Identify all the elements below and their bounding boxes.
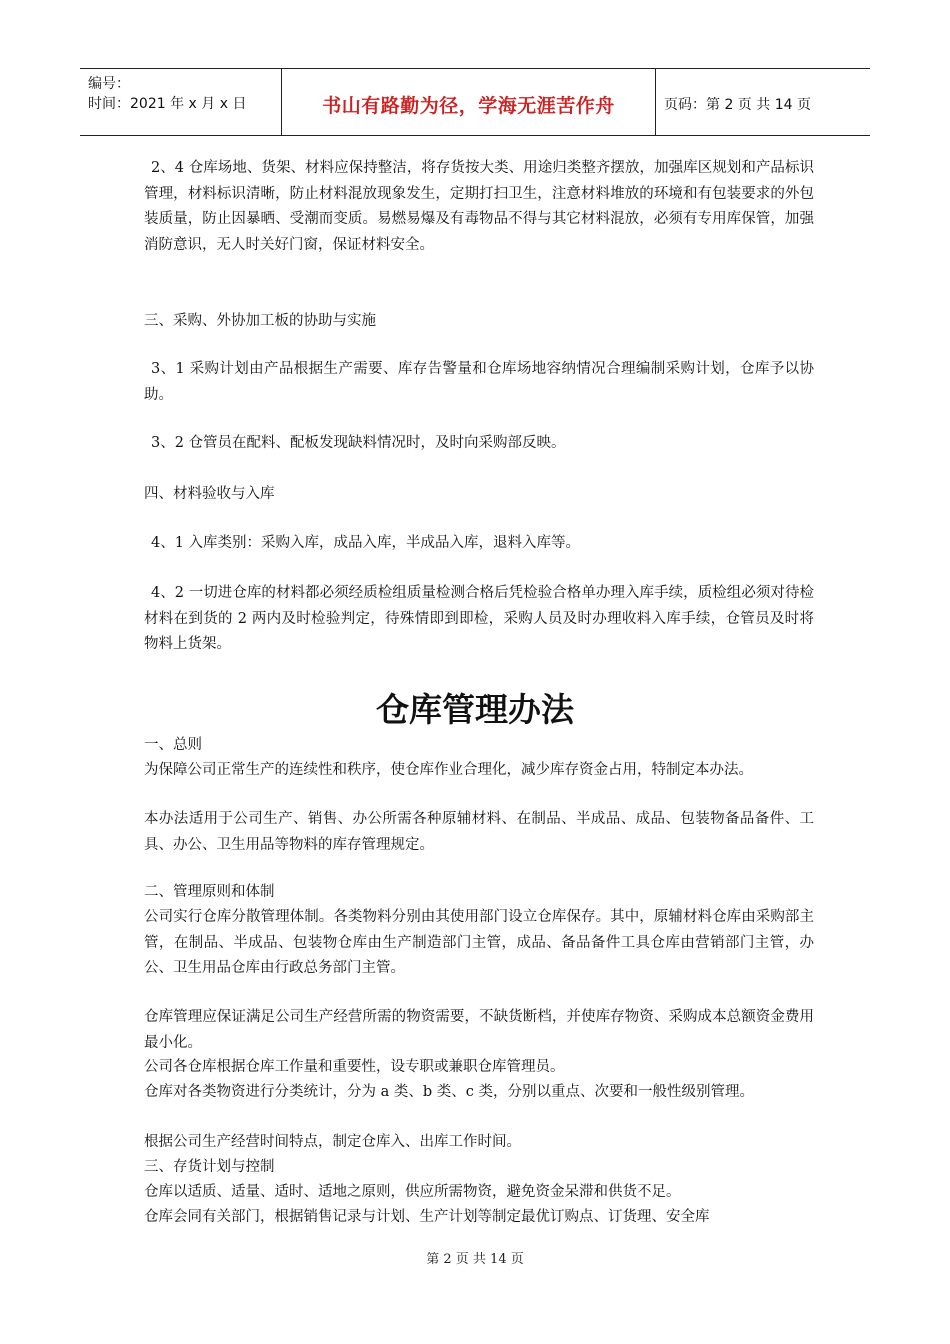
section-heading-4: 四、材料验收与入库 — [144, 486, 275, 502]
paragraph-principles-4: 仓库对各类物资进行分类统计，分为 a 类、b 类、c 类，分别以重点、次要和一般性级别管理。 — [144, 1084, 754, 1100]
paragraph-3-1: 3、1 采购计划由产品根据生产需要、库存告警量和仓库场地容纳情况合理编制采购计划，仓库予以协助。 — [144, 361, 814, 403]
paragraph-inventory-2: 仓库会同有关部门，根据销售记录与计划、生产计划等制定最优订购点、订货理、安全库 — [144, 1209, 710, 1225]
paragraph-2-4: 2、4 仓库场地、货架、材料应保持整洁，将存货按大类、用途归类整齐摆放，加强库区规划和产品标识管理，材料标识清晰，防止材料混放现象发生，定期打扫卫生，注意材料堆放的环境和有包装要求的外包装质量，防止因暴晒、受潮而变质。易燃易爆及有毒物品不得与其它材料混放，必须有专用库保管，加强消防意识，无人时关好门窗，保证材料安全。 — [144, 160, 814, 253]
paragraph-4-2: 4、2 一切进仓库的材料都必须经质检组质量检测合格后凭检验合格单办理入库手续，质检组必须对待检材料在到货的 2 两内及时检验判定，待殊情即到即检，采购人员及时办理收料入库手续，仓管员及时将物料上货架。 — [144, 585, 814, 652]
paragraph-principles-3: 公司各仓库根据仓库工作量和重要性，设专职或兼职仓库管理员。 — [144, 1059, 565, 1075]
header-left-cell — [80, 69, 282, 135]
header-table — [80, 68, 870, 136]
header-page-cell — [656, 69, 870, 135]
section-heading-3: 三、采购、外协加工板的协助与实施 — [144, 313, 376, 329]
paragraph-principles-5: 根据公司生产经营时间特点，制定仓库入、出库工作时间。 — [144, 1134, 521, 1150]
document-number-label: 编号： — [88, 76, 130, 92]
paragraph-inventory-1: 仓库以适质、适量、适时、适地之原则，供应所需物资，避免资金呆滞和供货不足。 — [144, 1184, 681, 1200]
header-motto: 书山有路勤为径，学海无涯苦作舟 — [322, 95, 615, 117]
paragraph-general-2: 本办法适用于公司生产、销售、办公所需各种原辅材料、在制品、半成品、成品、包装物备品备件、工具、办公、卫生用品等物料的库存管理规定。 — [144, 811, 814, 853]
paragraph-4-1: 4、1 入库类别：采购入库，成品入库，半成品入库，退料入库等。 — [151, 535, 581, 551]
header-motto-cell — [282, 69, 656, 135]
section-heading-general: 一、总则 — [144, 737, 202, 753]
section-heading-inventory: 三、存货计划与控制 — [144, 1159, 275, 1175]
page-footer: 第 2 页 共 14 页 — [426, 1252, 524, 1267]
paragraph-general-1: 为保障公司正常生产的连续性和秩序，使仓库作业合理化，减少库存资金占用，特制定本办法。 — [144, 762, 753, 778]
section-heading-principles: 二、管理原则和体制 — [144, 884, 275, 900]
header-page-info: 页码：第 2 页 共 14 页 — [664, 97, 811, 113]
paragraph-principles-2: 仓库管理应保证满足公司生产经营所需的物资需要，不缺货断档，并使库存物资、采购成本总额资金费用最小化。 — [144, 1009, 814, 1051]
document-title: 仓库管理办法 — [376, 690, 574, 729]
paragraph-3-2: 3、2 仓管员在配料、配板发现缺料情况时，及时向采购部反映。 — [151, 435, 566, 451]
paragraph-principles-1: 公司实行仓库分散管理体制。各类物料分别由其使用部门设立仓库保存。其中，原辅材料仓库由采购部主管，在制品、半成品、包装物仓库由生产制造部门主管，成品、备品备件工具仓库由营销部门主管，办公、卫生用品仓库由行政总务部门主管。 — [144, 909, 814, 976]
document-time-label: 时间：2021 年 x 月 x 日 — [88, 96, 247, 112]
